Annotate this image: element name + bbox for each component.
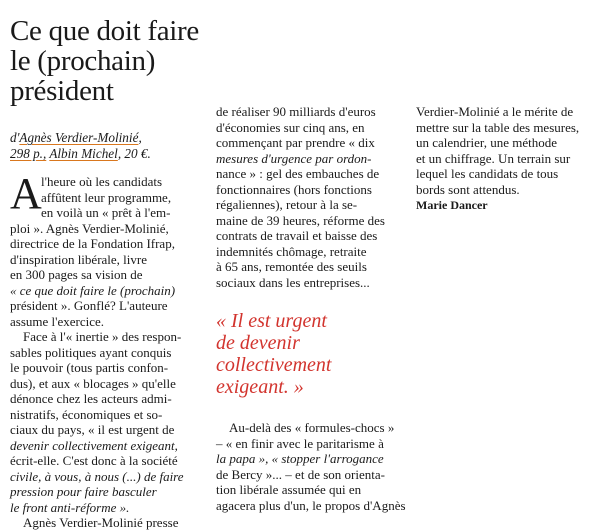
- body-line: maine de 39 heures, réforme des: [216, 212, 385, 228]
- body-line: nistratifs, économiques et so-: [10, 406, 163, 422]
- body-line: d'inspiration libérale, livre: [10, 251, 147, 267]
- body-line: à 65 ans, remontée des seuils: [216, 259, 367, 274]
- body-line: l'heure où les candidats: [41, 174, 163, 189]
- drop-cap: A: [10, 169, 42, 218]
- pull-quote: [216, 310, 396, 398]
- author-signature: Marie Dancer: [416, 198, 488, 212]
- pull-quote-line: exigeant. »: [216, 376, 304, 398]
- headline-line: Ce que doit faire: [10, 15, 199, 47]
- column-2: [216, 0, 406, 513]
- ref-publisher: Albin Michel: [49, 146, 118, 161]
- body-line: directrice de la Fondation Ifrap,: [10, 236, 175, 251]
- paragraph-4: [216, 104, 396, 290]
- paragraph-6: [416, 104, 588, 197]
- body-line: nance » : gel des embauches de: [216, 166, 380, 181]
- ref-prefix: d': [10, 130, 20, 145]
- body-line: assume l'exercice.: [10, 313, 105, 329]
- body-line: affûtent leur programme,: [41, 189, 172, 205]
- pull-quote-line: « Il est urgent: [216, 310, 327, 332]
- paragraph-5: [216, 420, 406, 513]
- body-line: le front anti-réforme ».: [10, 499, 130, 515]
- body-line: – « en finir avec le paritarisme à: [216, 435, 384, 451]
- body-line: Agnès Verdier-Molinié presse: [23, 515, 179, 530]
- body-line: dénonce chez les acteurs admi-: [10, 391, 172, 406]
- body-line: agacera plus d'un, le propos d'Agnès: [216, 497, 406, 513]
- body-line: Face à l'« inertie » des respon-: [23, 329, 182, 344]
- body-line: le pouvoir (tous partis confon-: [10, 360, 169, 375]
- body-line: mesures d'urgence par ordon-: [216, 150, 372, 166]
- book-reference: d'Agnès Verdier-Molinié, 298 p., Albin Michel, 20 €.: [10, 130, 151, 161]
- body-line: dus), et aux « blocages » qu'elle: [10, 375, 176, 391]
- body-line: sociaux dans les entreprises...: [216, 274, 370, 290]
- body-line: contrats de travail et baisse des: [216, 228, 378, 243]
- headline-line: le (prochain): [10, 45, 156, 77]
- body-line: en 300 pages sa vision de: [10, 267, 143, 282]
- ref-price: 20 €.: [124, 146, 151, 161]
- body-line: commençant par prendre « dix: [216, 135, 375, 150]
- body-line: de Bercy »... – et de son orienta-: [216, 466, 385, 482]
- body-line: ciaux du pays, « il est urgent de: [10, 422, 175, 437]
- body-line: écrit-elle. C'est donc à la société: [10, 453, 178, 468]
- column-1: [10, 0, 199, 531]
- body-line: indemnités chômage, retraite: [216, 243, 367, 259]
- body-line: et un chiffrage. Un terrain sur: [416, 150, 571, 166]
- body-line: tion libérale assumée qui en: [216, 482, 362, 497]
- body-line: lequel les candidats de tous: [416, 166, 559, 181]
- paragraph-3: [10, 515, 193, 531]
- column-3: [416, 0, 588, 213]
- paragraph-1: [10, 169, 193, 329]
- headline: [10, 15, 199, 107]
- body-line: de réaliser 90 milliards d'euros: [216, 104, 376, 119]
- body-line: Verdier-Molinié a le mérite de: [416, 104, 574, 119]
- body-line: en voilà un « prêt à l'em-: [41, 205, 171, 220]
- body-line: ploi ». Agnès Verdier-Molinié,: [10, 220, 169, 236]
- body-line: « ce que doit faire le (prochain): [10, 282, 176, 298]
- body-line: pression pour faire basculer: [10, 484, 157, 499]
- pull-quote-line: de devenir: [216, 332, 300, 354]
- paragraph-2: [10, 329, 193, 515]
- body-line: un calendrier, une méthode: [416, 135, 557, 150]
- body-line: bords sont attendus.: [416, 181, 520, 197]
- pull-quote-line: collectivement: [216, 354, 332, 376]
- body-line: devenir collectivement exigeant,: [10, 437, 178, 453]
- ref-pages: 298 p.,: [10, 146, 47, 161]
- ref-author: Agnès Verdier-Molinié: [19, 130, 139, 145]
- body-line: d'économies sur cinq ans, en: [216, 119, 365, 135]
- body-line: civile, à vous, à nous (...) de faire: [10, 468, 184, 484]
- body-line: Au-delà des « formules-chocs »: [229, 420, 395, 435]
- headline-line: président: [10, 75, 114, 107]
- body-line: président ». Gonflé? L'auteure: [10, 298, 168, 313]
- body-line: régaliennes), retour à la se-: [216, 197, 358, 212]
- body-line: fonctionnaires (hors fonctions: [216, 181, 372, 197]
- body-line: sables politiques ayant conquis: [10, 344, 172, 360]
- body-line: mettre sur la table des mesures,: [416, 119, 580, 135]
- body-line: la papa », « stopper l'arrogance: [216, 451, 384, 466]
